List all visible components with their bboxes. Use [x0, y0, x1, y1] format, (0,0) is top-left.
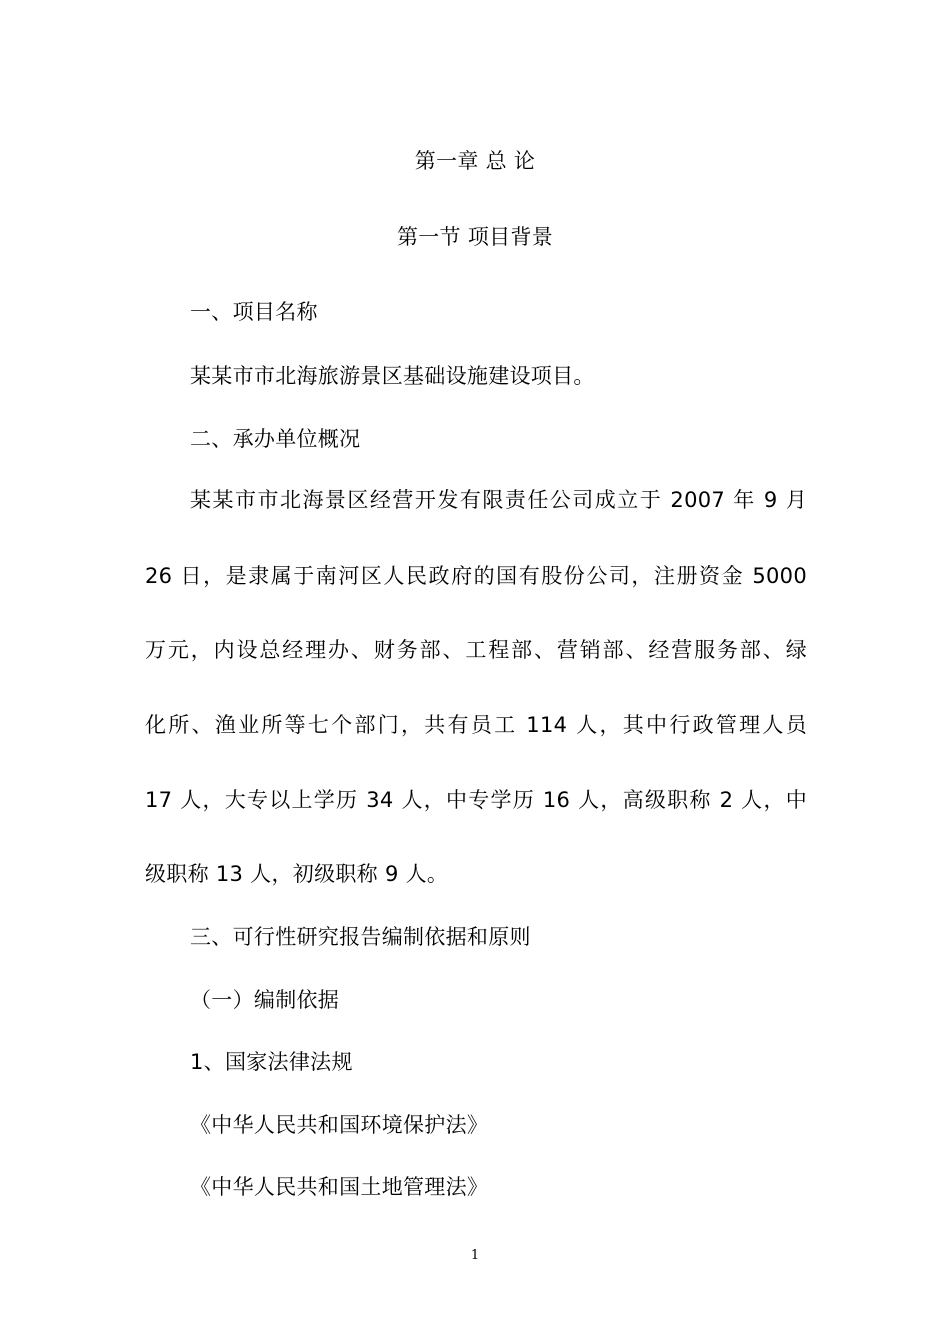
law-item-environment: 《中华人民共和国环境保护法》 [190, 1113, 489, 1137]
law-item-land: 《中华人民共和国土地管理法》 [190, 1175, 489, 1199]
overview-line-2: 26 日，是隶属于南河区人民政府的国有股份公司，注册资金 5000 [145, 564, 807, 588]
page-number: 1 [470, 1248, 480, 1263]
heading-project-name: 一、项目名称 [190, 300, 318, 324]
overview-line-3: 万元，内设总经理办、财务部、工程部、营销部、经营服务部、绿 [145, 638, 807, 662]
chapter-title: 第一章 总 论 [414, 149, 536, 173]
section-title: 第一节 项目背景 [396, 225, 554, 249]
heading-compilation-basis: （一）编制依据 [190, 988, 340, 1012]
heading-feasibility-basis: 三、可行性研究报告编制依据和原则 [190, 925, 531, 949]
heading-organizer-overview: 二、承办单位概况 [190, 427, 361, 451]
overview-line-4: 化所、渔业所等七个部门，共有员工 114 人，其中行政管理人员 [145, 713, 807, 737]
overview-line-6: 级职称 13 人，初级职称 9 人。 [145, 862, 449, 886]
heading-national-laws: 1、国家法律法规 [190, 1050, 353, 1074]
overview-line-5: 17 人，大专以上学历 34 人，中专学历 16 人，高级职称 2 人，中 [145, 788, 807, 812]
project-name-text: 某某市市北海旅游景区基础设施建设项目。 [190, 364, 595, 388]
overview-line-1: 某某市市北海景区经营开发有限责任公司成立于 2007 年 9 月 [190, 488, 807, 512]
